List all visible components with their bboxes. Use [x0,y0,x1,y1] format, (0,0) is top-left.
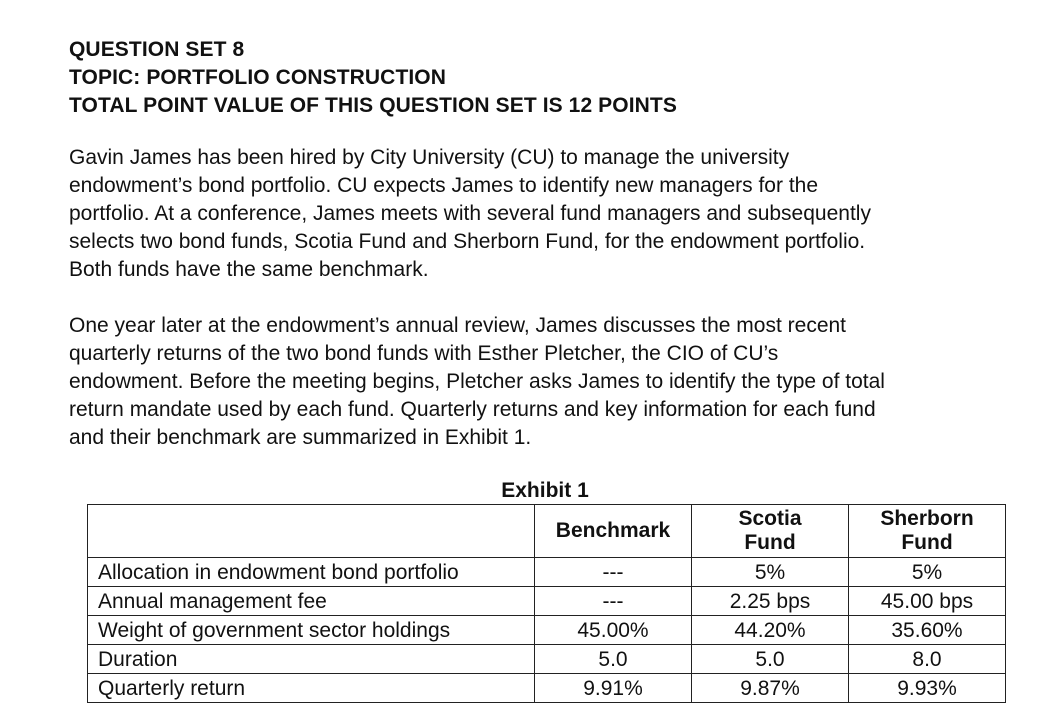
review-paragraph [69,312,1029,452]
row-label: Weight of government sector holdings [88,616,535,645]
table-row [88,558,1006,587]
table-row [88,645,1006,674]
paragraph-line: Both funds have the same benchmark. [69,258,429,281]
benchmark-cell: --- [535,558,692,587]
column-header-text: Scotia [738,507,802,530]
scotia-cell: 44.20% [692,616,849,645]
paragraph-line: endowment’s bond portfolio. CU expects James to identify new managers for the [69,174,819,197]
table-row [88,616,1006,645]
point-value-heading: TOTAL POINT VALUE OF THIS QUESTION SET IS 12 POINTS [69,94,677,117]
paragraph-line: portfolio. At a conference, James meets with several fund managers and subsequently [69,202,871,225]
column-header-text: Benchmark [555,519,671,542]
table-row [88,674,1006,703]
exhibit-table [87,504,1006,703]
column-header-scotia [692,505,849,558]
sherborn-cell: 8.0 [849,645,1006,674]
topic-heading: TOPIC: PORTFOLIO CONSTRUCTION [69,66,447,89]
scotia-cell: 5.0 [692,645,849,674]
row-label: Annual management fee [88,587,535,616]
paragraph-line: selects two bond funds, Scotia Fund and Sherborn Fund, for the endowment portfolio. [69,230,866,253]
sherborn-cell: 35.60% [849,616,1006,645]
benchmark-cell: 9.91% [535,674,692,703]
scotia-cell: 5% [692,558,849,587]
scotia-cell: 9.87% [692,674,849,703]
column-header-benchmark [535,505,692,558]
question-header [69,36,969,120]
paragraph-line: quarterly returns of the two bond funds with Esther Pletcher, the CIO of CU’s [69,342,779,365]
question-set-heading: QUESTION SET 8 [69,38,245,61]
column-header-sherborn [849,505,1006,558]
table-row [88,587,1006,616]
intro-paragraph [69,144,1029,284]
sherborn-cell: 9.93% [849,674,1006,703]
paragraph-line: return mandate used by each fund. Quarterly returns and key information for each fund [69,398,876,421]
sherborn-cell: 45.00 bps [849,587,1006,616]
paragraph-line: endowment. Before the meeting begins, Pletcher asks James to identify the type of total [69,370,885,393]
row-label: Allocation in endowment bond portfolio [88,558,535,587]
paragraph-line: One year later at the endowment’s annual review, James discusses the most recent [69,314,847,337]
benchmark-cell: --- [535,587,692,616]
sherborn-cell: 5% [849,558,1006,587]
exhibit-title: Exhibit 1 [501,479,589,502]
benchmark-cell: 45.00% [535,616,692,645]
column-header-text: Fund [901,531,953,554]
benchmark-cell: 5.0 [535,645,692,674]
row-label: Quarterly return [88,674,535,703]
scotia-cell: 2.25 bps [692,587,849,616]
column-header-text: Fund [744,531,796,554]
table-header-row [88,505,1006,558]
paragraph-line: Gavin James has been hired by City University (CU) to manage the university [69,146,790,169]
paragraph-line: and their benchmark are summarized in Exhibit 1. [69,426,532,449]
column-header-text: Sherborn [880,507,974,530]
row-label: Duration [88,645,535,674]
corner-cell [88,505,535,558]
